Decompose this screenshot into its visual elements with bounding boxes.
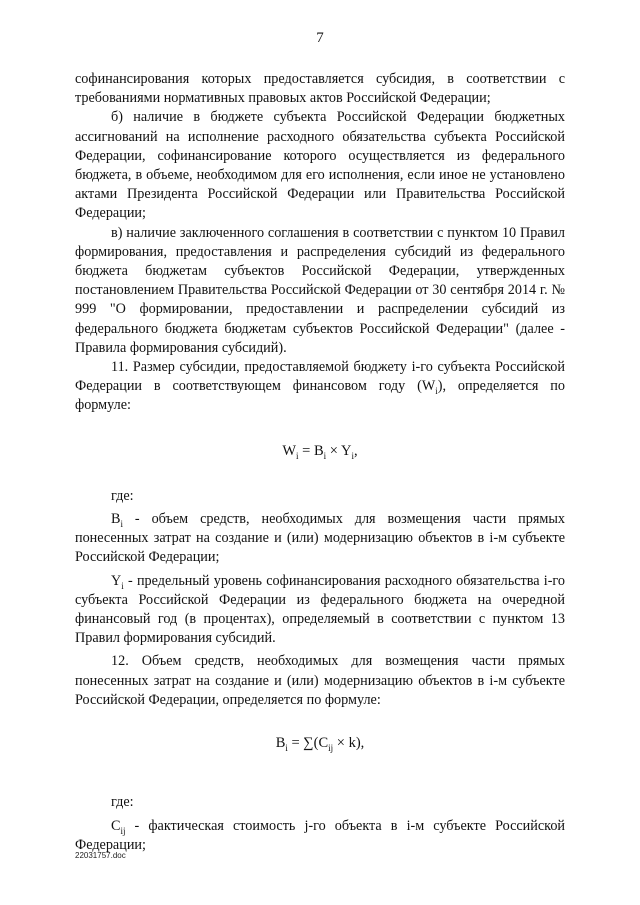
paragraph-11-subscript: i bbox=[435, 386, 438, 397]
paragraph-11-text-b: ), определяется по формуле: bbox=[75, 378, 565, 414]
formula-w-y-sub: i bbox=[351, 450, 355, 461]
definition-c-symbol: C bbox=[111, 817, 121, 834]
formula-w-lhs-sub: i bbox=[296, 450, 299, 461]
footer-filename: 22031757.doc bbox=[75, 851, 126, 860]
definition-c-sub: ij bbox=[120, 825, 126, 836]
paragraph-continuation: софинансирования которых предоставляется субсидия, в соответствии с требованиями нормативных правовых актов Российской Федерации; bbox=[75, 71, 565, 107]
definition-b-text: - объем средств, необходимых для возмещения части прямых понесенных затрат на создание и (или) модернизацию объектов в i-м субъекте Российской Федерации; bbox=[75, 511, 565, 566]
document-body bbox=[75, 70, 565, 855]
definition-b-sub: i bbox=[120, 518, 123, 529]
formula-b-c-sub: ij bbox=[328, 742, 334, 753]
paragraph-item-v: в) наличие заключенного соглашения в соответствии с пунктом 10 Правил формирования, предоставления и распределения субсидий из федерального бюджета бюджетам субъектов Российской Федерации, утвержденных постановлением Правительства Российской Федерации от 30 сентября 2014 г. № 999 "О формировании, предоставлении и распределении субсидий из федерального бюджета бюджетам субъектов Российской Федерации" (далее - Правила формирования субсидий). bbox=[75, 224, 565, 356]
formula-w-b-sub: i bbox=[323, 450, 327, 461]
formula-w-b: = B bbox=[298, 442, 324, 459]
formula-w-end: , bbox=[354, 442, 358, 459]
formula-b-lhs: B bbox=[275, 735, 286, 752]
formula-w-lhs: W bbox=[282, 442, 297, 459]
formula-b-sum: = ∑(C bbox=[287, 735, 329, 752]
definition-b-symbol: B bbox=[111, 511, 121, 528]
definition-c bbox=[75, 817, 565, 855]
page-number: 7 bbox=[316, 30, 324, 46]
definition-b bbox=[75, 510, 565, 568]
formula-w-y: × Y bbox=[326, 442, 352, 459]
paragraph-11 bbox=[75, 358, 565, 416]
paragraph-item-b: б) наличие в бюджете субъекта Российской Федерации бюджетных ассигнований на исполнение расходного обязательства субъекта Российской Федерации, софинансирование которого осуществляется из федерального бюджета, в объеме, необходимом для его исполнения, если иное не установлено актами Президента Российской Федерации или Правительства Российской Федерации; bbox=[75, 109, 565, 222]
where-label-1: где: bbox=[111, 487, 134, 504]
definition-y bbox=[75, 572, 565, 649]
definition-y-symbol: Y bbox=[111, 572, 122, 589]
formula-b-end: × k), bbox=[333, 735, 365, 752]
formula-w bbox=[75, 442, 565, 461]
definition-y-sub: i bbox=[121, 580, 124, 591]
paragraph-11-text-a: 11. Размер субсидии, предоставляемой бюджету i-го субъекта Российской Федерации в соответствующем финансовом году (W bbox=[75, 359, 565, 395]
formula-b bbox=[75, 734, 565, 753]
where-label-2: где: bbox=[111, 794, 134, 811]
formula-b-lhs-sub: i bbox=[285, 742, 288, 753]
definition-y-text: - предельный уровень софинансирования расходного обязательства i-го субъекта Российской Федерации из федерального бюджета на очередной финансовый год (в процентах), определяемый в соответствии с пунктом 13 Правил формирования субсидий. bbox=[75, 572, 565, 647]
paragraph-12: 12. Объем средств, необходимых для возмещения части прямых понесенных затрат на создание и (или) модернизацию объектов в i-м субъекте Российской Федерации, определяется по формуле: bbox=[75, 653, 565, 708]
definition-c-text: - фактическая стоимость j-го объекта в i-м субъекте Российской Федерации; bbox=[75, 817, 565, 853]
